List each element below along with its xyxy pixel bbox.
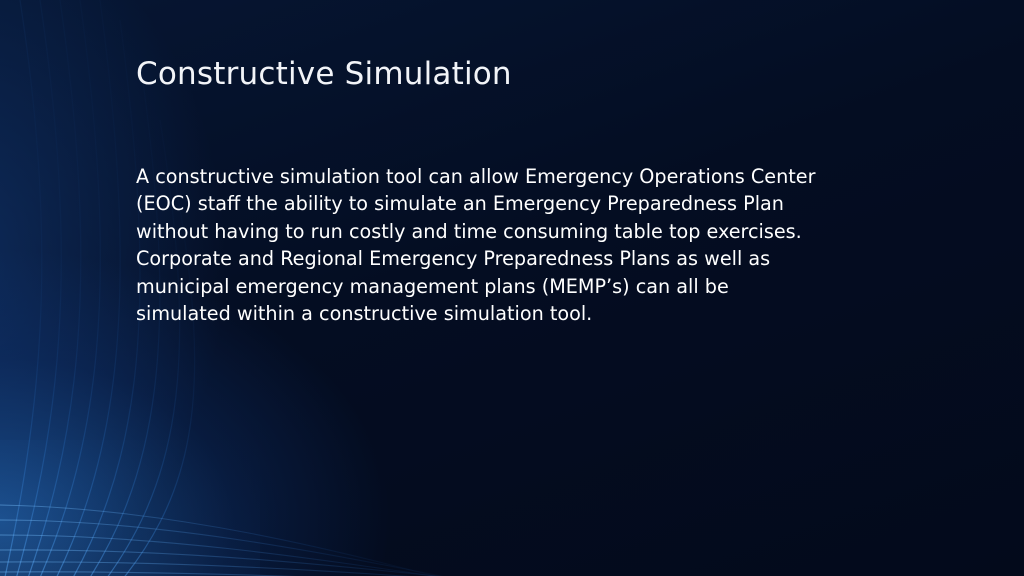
slide-title: Constructive Simulation	[136, 56, 512, 92]
bottom-sweep-streaks	[0, 505, 800, 576]
slide-body-text: A constructive simulation tool can allow Emergency Operations Center (EOC) staff the ability to simulate an Emergency Preparedness Plan without having to run costly and time consuming table top exercises. Corporate and Regional Emergency Preparedness Plans as well as municipal emergency management plans (MEMP’s) can all be simulated within a constructive simulation tool.	[136, 165, 816, 326]
